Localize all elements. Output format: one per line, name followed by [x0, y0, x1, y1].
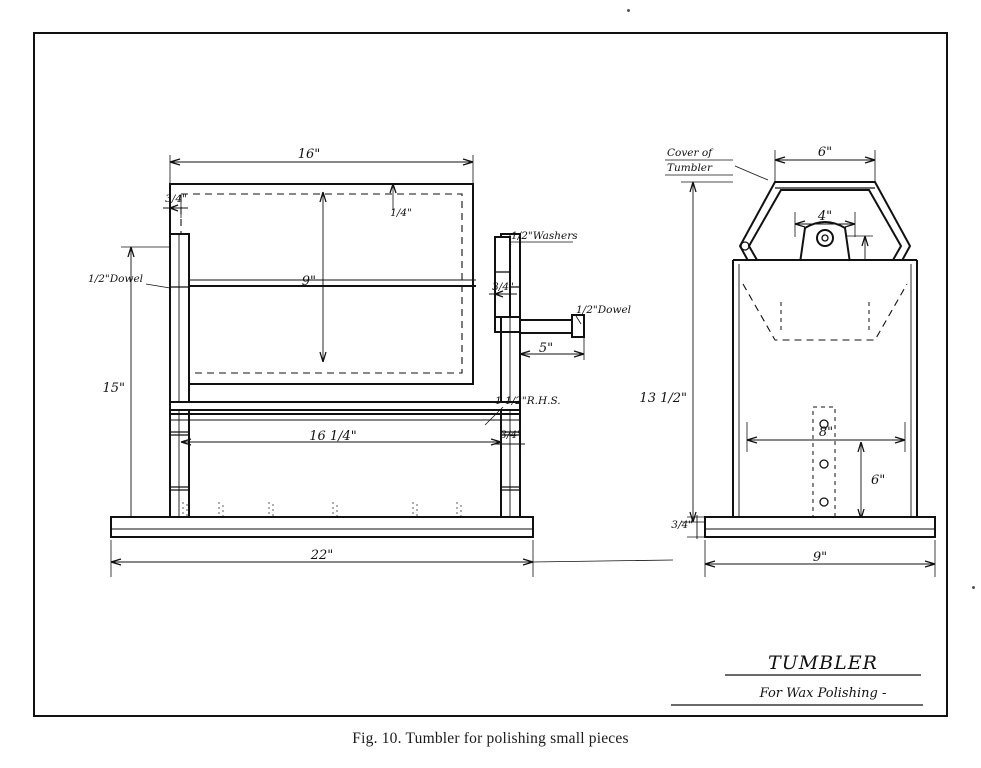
dim-top-width: 16" [297, 147, 321, 162]
dim-drum-height: 9" [301, 274, 316, 289]
dim-hasp-width: 4" [817, 209, 833, 224]
page-speck [972, 586, 975, 589]
drawing-subtitle: For Wax Polishing - [759, 686, 887, 701]
label-dowel-left: 1/2"Dowel [88, 273, 144, 285]
dim-overall-height: 15" [102, 381, 125, 396]
dim-panel-thickness: 1/4" [390, 207, 412, 219]
dim-opening-height: 6" [871, 473, 886, 488]
dim-side-base-width: 9" [812, 550, 828, 565]
label-cover-line1: Cover of [667, 147, 713, 159]
side-elevation-group [639, 145, 935, 577]
dim-post-thickness-top: 3/4" [165, 193, 187, 205]
label-cover-line2: Tumbler [667, 162, 713, 174]
label-rhs: 1 1/2"R.H.S. [495, 395, 561, 407]
technical-drawing [33, 32, 948, 717]
dim-side-overall-height: 13 1/2" [639, 391, 687, 406]
dim-lower-width: 16 1/4" [309, 429, 357, 444]
dim-opening-width: 8" [818, 425, 834, 440]
dim-base-thickness: 3/4" [671, 519, 693, 531]
front-elevation-group [88, 147, 673, 577]
dim-base-width: 22" [310, 548, 334, 563]
title-block [671, 652, 923, 705]
label-washers: 1/2"Washers [511, 230, 578, 242]
figure-caption: Fig. 10. Tumbler for polishing small pieces [352, 730, 629, 747]
dim-post-thickness-low: 3/4" [500, 429, 522, 441]
dim-cover-width: 6" [817, 145, 833, 160]
dim-crank-length: 5" [538, 341, 554, 356]
page-speck [627, 9, 630, 12]
label-dowel-right: 1/2"Dowel [576, 304, 632, 316]
dim-post-thickness-mid: 3/4" [492, 281, 514, 293]
drawing-title: TUMBLER [768, 652, 878, 674]
